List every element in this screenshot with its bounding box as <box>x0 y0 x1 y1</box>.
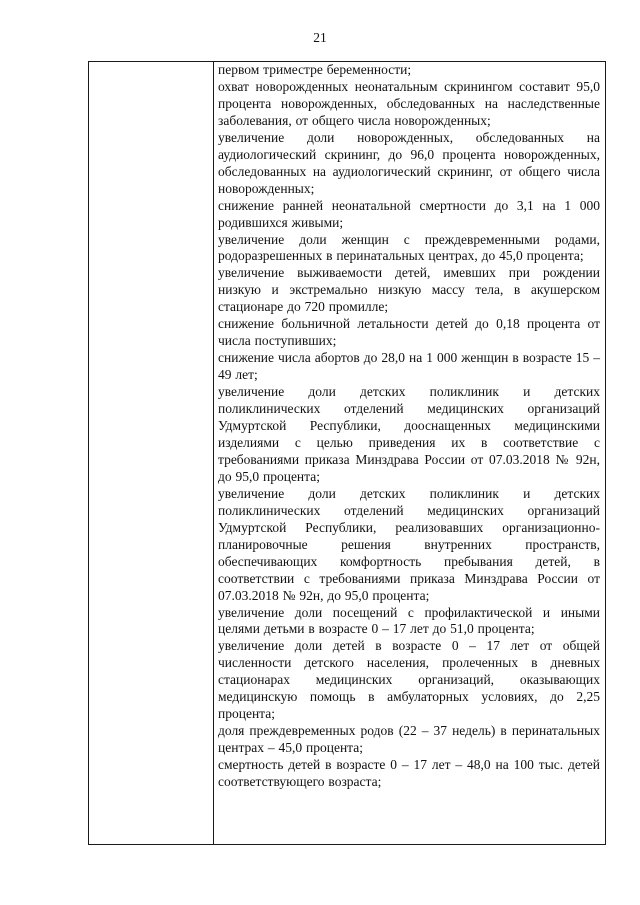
list-item: увеличение доли детей в возрасте 0 – 17 лет от общей численности детского населения, пролеченных в дневных стационарах медицинских организаций, оказывающих медицинскую помощь в амбулаторных условиях, до 2,25 процента; <box>218 638 600 722</box>
list-item: снижение больничной летальности детей до 0,18 процента от числа поступивших; <box>218 316 600 349</box>
list-item: увеличение выживаемости детей, имевших при рождении низкую и экстремально низкую массу тела, в акушерском стационаре до 720 промилле; <box>218 265 600 315</box>
list-item: увеличение доли посещений с профилактической и иными целями детьми в возрасте 0 – 17 лет до 51,0 процента; <box>218 604 600 637</box>
list-item: первом триместре беременности; <box>218 62 412 77</box>
list-item: снижение числа абортов до 28,0 на 1 000 женщин в возрасте 15 – 49 лет; <box>218 350 600 383</box>
list-item: охват новорожденных неонатальным скринингом составит 95,0 процента новорожденных, обследованных на наследственные заболевания, от общего числа новорожденных; <box>218 78 600 128</box>
list-item: увеличение доли новорожденных, обследованных на аудиологический скрининг, до 96,0 процента новорожденных, обследованных на аудиологический скрининг, от общего числа новорожденных; <box>218 129 600 196</box>
list-item: доля преждевременных родов (22 – 37 недель) в перинатальных центрах – 45,0 процента; <box>218 723 600 756</box>
list-item: смертность детей в возрасте 0 – 17 лет – 48,0 на 100 тыс. детей соответствующего возраста; <box>218 757 600 790</box>
page-number: 21 <box>313 30 327 45</box>
table-right-column <box>214 62 605 791</box>
list-item: увеличение доли детских поликлиник и детских поликлинических отделений медицинских организаций Удмуртской Республики, реализовавших организационно-планировочные решения внутренних пространств, обеспечивающих комфортность пребывания детей, в соответствии с требованиями приказа Минздрава России от 07.03.2018 № 92н, до 95,0 процента; <box>218 485 600 603</box>
list-item: увеличение доли женщин с преждевременными родами, родоразрешенных в перинатальных центрах, до 45,0 процента; <box>218 231 600 264</box>
document-table <box>88 61 606 845</box>
table-left-column <box>89 62 213 844</box>
list-item: снижение ранней неонатальной смертности до 3,1 на 1 000 родившихся живыми; <box>218 197 600 230</box>
list-item: увеличение доли детских поликлиник и детских поликлинических отделений медицинских организаций Удмуртской Республики, дооснащенных медицинскими изделиями с целью приведения их в соответствие с требованиями приказа Минздрава России от 07.03.2018 № 92н, до 95,0 процента; <box>218 384 600 484</box>
